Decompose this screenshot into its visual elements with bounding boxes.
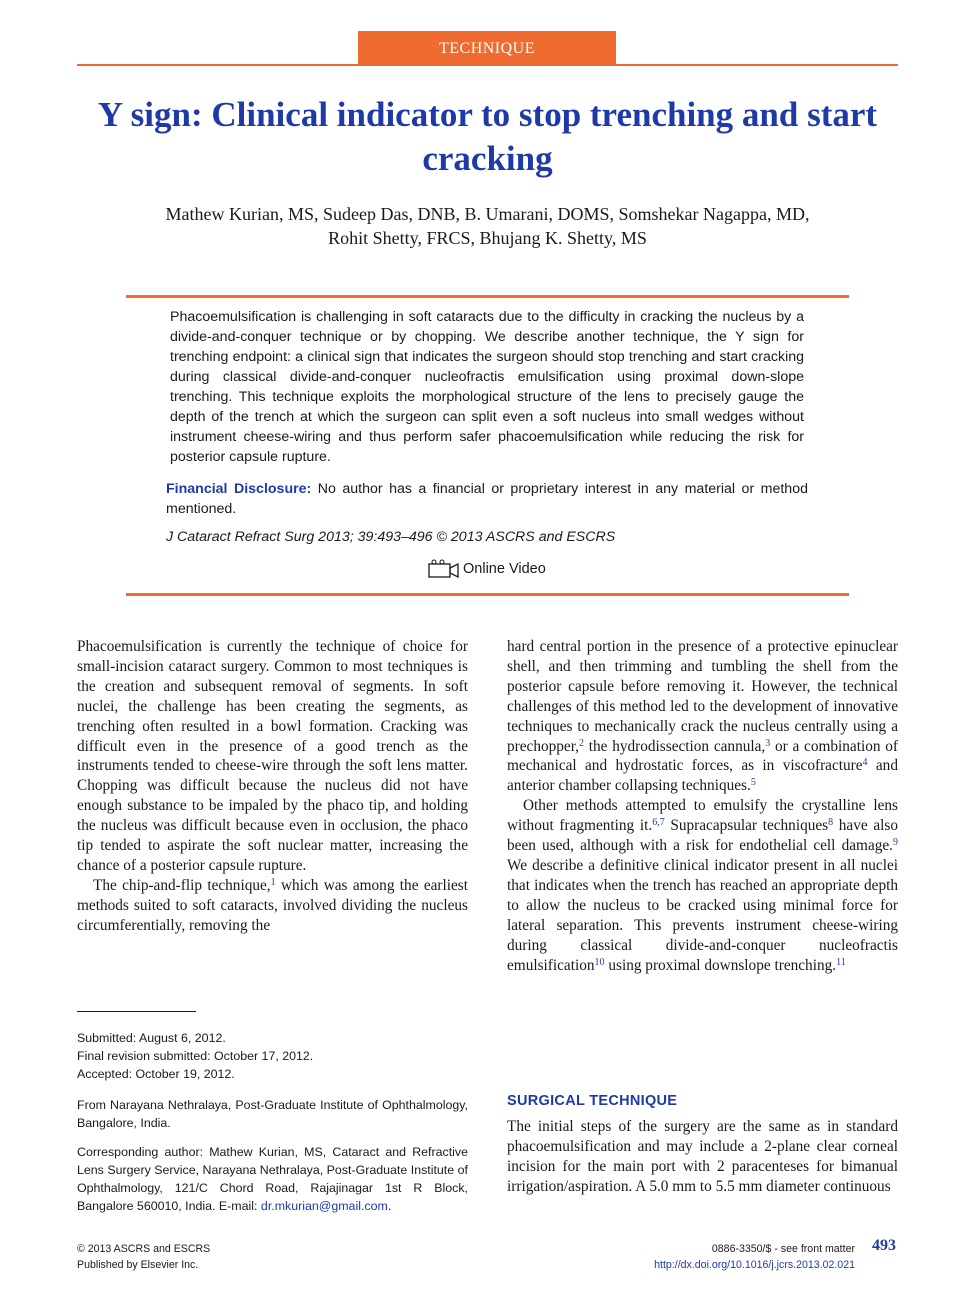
corresponding-text: Corresponding author: Mathew Kurian, MS, Cataract and Refractive Lens Surgery Service, Narayana Nethralaya, Post-Graduate Institute of Ophthalmology, 121/C Chord Road, Rajajinagar 1st R Block, Bangalore 560010, India. E-mail: bbox=[77, 1145, 468, 1213]
text-run: . bbox=[387, 1199, 392, 1213]
footer-copyright: © 2013 ASCRS and ESCRS bbox=[77, 1243, 211, 1255]
page-number: 493 bbox=[872, 1237, 896, 1254]
right-column bbox=[507, 637, 898, 975]
video-camera-icon bbox=[428, 559, 460, 579]
left-column bbox=[77, 637, 468, 936]
body-paragraph-2 bbox=[77, 876, 468, 936]
revision-date: Final revision submitted: October 17, 2012. bbox=[77, 1049, 314, 1063]
body-paragraph-1: Phacoemulsification is currently the technique of choice for small-incision cataract surgery. Common to most techniques is the creation and subsequent removal of segments. In soft nuclei, the challenge has been creating the segments, as trenching often resulted in a bowl formation. Cracking was difficult even in the presence of a good trench as the instruments tended to cheese-wire through the soft lens matter. Chopping was difficult because the nucleus did not have enough substance to be impaled by the phaco tip, and holding the nucleus was difficult because even in occlusion, the phaco tip tended to aspirate the soft nuclear matter, increasing the chance of a posterior capsule rupture. bbox=[77, 638, 468, 874]
text-run: We describe a definitive clinical indicator present in all nuclei that indicates when the trench has reached an appropriate depth to allow the nucleus to be cracked using minimal force for lateral separation. This prevents instrument cheese-wiring during classical divide-and-conquer nucleofractis emulsification bbox=[507, 856, 898, 974]
text-run: Other methods attempted to emulsify the crystalline lens without fragmenting it. bbox=[507, 797, 898, 835]
reference-3[interactable]: 3 bbox=[765, 737, 771, 749]
reference-8[interactable]: 8 bbox=[828, 817, 834, 829]
journal-citation: J Cataract Refract Surg 2013; 39:493–496 © 2013 ASCRS and ESCRS bbox=[166, 529, 616, 545]
reference-10[interactable]: 10 bbox=[594, 956, 605, 968]
author-list bbox=[80, 202, 895, 250]
abstract-top-rule bbox=[126, 295, 849, 298]
right-column-continued bbox=[507, 1117, 898, 1197]
footer-left bbox=[77, 1241, 210, 1273]
section-tag: TECHNIQUE bbox=[358, 31, 616, 65]
doi-link[interactable]: http://dx.doi.org/10.1016/j.jcrs.2013.02.021 bbox=[654, 1259, 855, 1271]
video-label: Online Video bbox=[463, 561, 546, 577]
authors-line-1: Mathew Kurian, MS, Sudeep Das, DNB, B. Umarani, DOMS, Somshekar Nagappa, MD, bbox=[165, 204, 810, 224]
abstract-text: Phacoemulsification is challenging in soft cataracts due to the difficulty in cracking the nucleus by a divide-and-conquer technique or by chopping. We describe another technique, the Y sign for trenching endpoint: a clinical sign that indicates the surgeon should stop trenching and start cracking during classical divide-and-conquer nucleofractis emulsification using proximal down-slope trenching. This technique exploits the morphological structure of the lens to precisely gauge the depth of the trench at which the surgeon can split even a soft nucleus into small wedges without instrument cheese-wiring and thus perform safer phacoemulsification while reducing the risk for posterior capsule rupture. bbox=[170, 309, 804, 465]
reference-11[interactable]: 11 bbox=[836, 956, 846, 968]
footer-right bbox=[654, 1241, 855, 1273]
reference-5[interactable]: 5 bbox=[750, 777, 756, 789]
corresponding-author bbox=[77, 1143, 468, 1215]
submission-dates bbox=[77, 1029, 468, 1083]
text-run: using proximal downslope trenching. bbox=[604, 956, 837, 974]
disclosure-label: Financial Disclosure: bbox=[166, 481, 312, 497]
affiliation: From Narayana Nethralaya, Post-Graduate Institute of Ophthalmology, Bangalore, India. bbox=[77, 1098, 468, 1130]
article-title: Y sign: Clinical indicator to stop trenching and start cracking bbox=[97, 95, 878, 178]
section-heading: SURGICAL TECHNIQUE bbox=[507, 1093, 678, 1109]
authors-line-2: Rohit Shetty, FRCS, Bhujang K. Shetty, MS bbox=[328, 228, 647, 248]
text-run: have also been used, although with a risk for endothelial cell damage. bbox=[507, 817, 898, 855]
accepted-date: Accepted: October 19, 2012. bbox=[77, 1067, 235, 1081]
text-run: and anterior chamber collapsing techniques. bbox=[507, 757, 898, 795]
abstract-bottom-rule bbox=[126, 593, 849, 596]
text-run: or a combination of mechanical and hydrostatic forces, as in viscofracture bbox=[507, 737, 898, 775]
financial-disclosure bbox=[166, 479, 808, 519]
author-email-link[interactable]: dr.mkurian@gmail.com bbox=[260, 1199, 388, 1213]
header-rule bbox=[77, 64, 898, 66]
text-run: the hydrodissection cannula, bbox=[584, 737, 766, 755]
body-paragraph-3 bbox=[507, 637, 898, 796]
reference-4[interactable]: 4 bbox=[862, 757, 868, 769]
disclosure-text: No author has a financial or proprietary interest in any material or method mentioned. bbox=[166, 481, 808, 517]
submitted-date: Submitted: August 6, 2012. bbox=[77, 1031, 226, 1045]
text-run: The chip-and-flip technique, bbox=[93, 876, 271, 894]
reference-6-7[interactable]: 6,7 bbox=[652, 817, 665, 829]
body-paragraph-5: The initial steps of the surgery are the same as in standard phacoemulsification and may include a 2-plane clear corneal incision for the main port with 2 paracenteses for bimanual irrigation/aspiration. A 5.0 mm to 5.5 mm diameter continuous bbox=[507, 1118, 898, 1195]
footer-issn: 0886-3350/$ - see front matter bbox=[711, 1243, 855, 1255]
footer-publisher: Published by Elsevier Inc. bbox=[77, 1259, 199, 1271]
reference-1[interactable]: 1 bbox=[270, 876, 276, 888]
reference-2[interactable]: 2 bbox=[579, 737, 585, 749]
body-paragraph-4 bbox=[507, 796, 898, 975]
text-run: Supracapsular techniques bbox=[664, 817, 829, 835]
footnote-rule bbox=[77, 1011, 196, 1012]
text-run: hard central portion in the presence of a protective epinuclear shell, and then trimming and tumbling the shell from the posterior capsule before removing it. However, the technical challenges of this method led to the development of innovative techniques to mechanically crack the nucleus centrally using a prechopper, bbox=[507, 638, 898, 755]
reference-9[interactable]: 9 bbox=[893, 837, 898, 849]
online-video-link[interactable] bbox=[428, 558, 546, 580]
text-run: which was among the earliest methods suited to soft cataracts, involved dividing the nucleus circumferentially, removing the bbox=[77, 876, 469, 934]
